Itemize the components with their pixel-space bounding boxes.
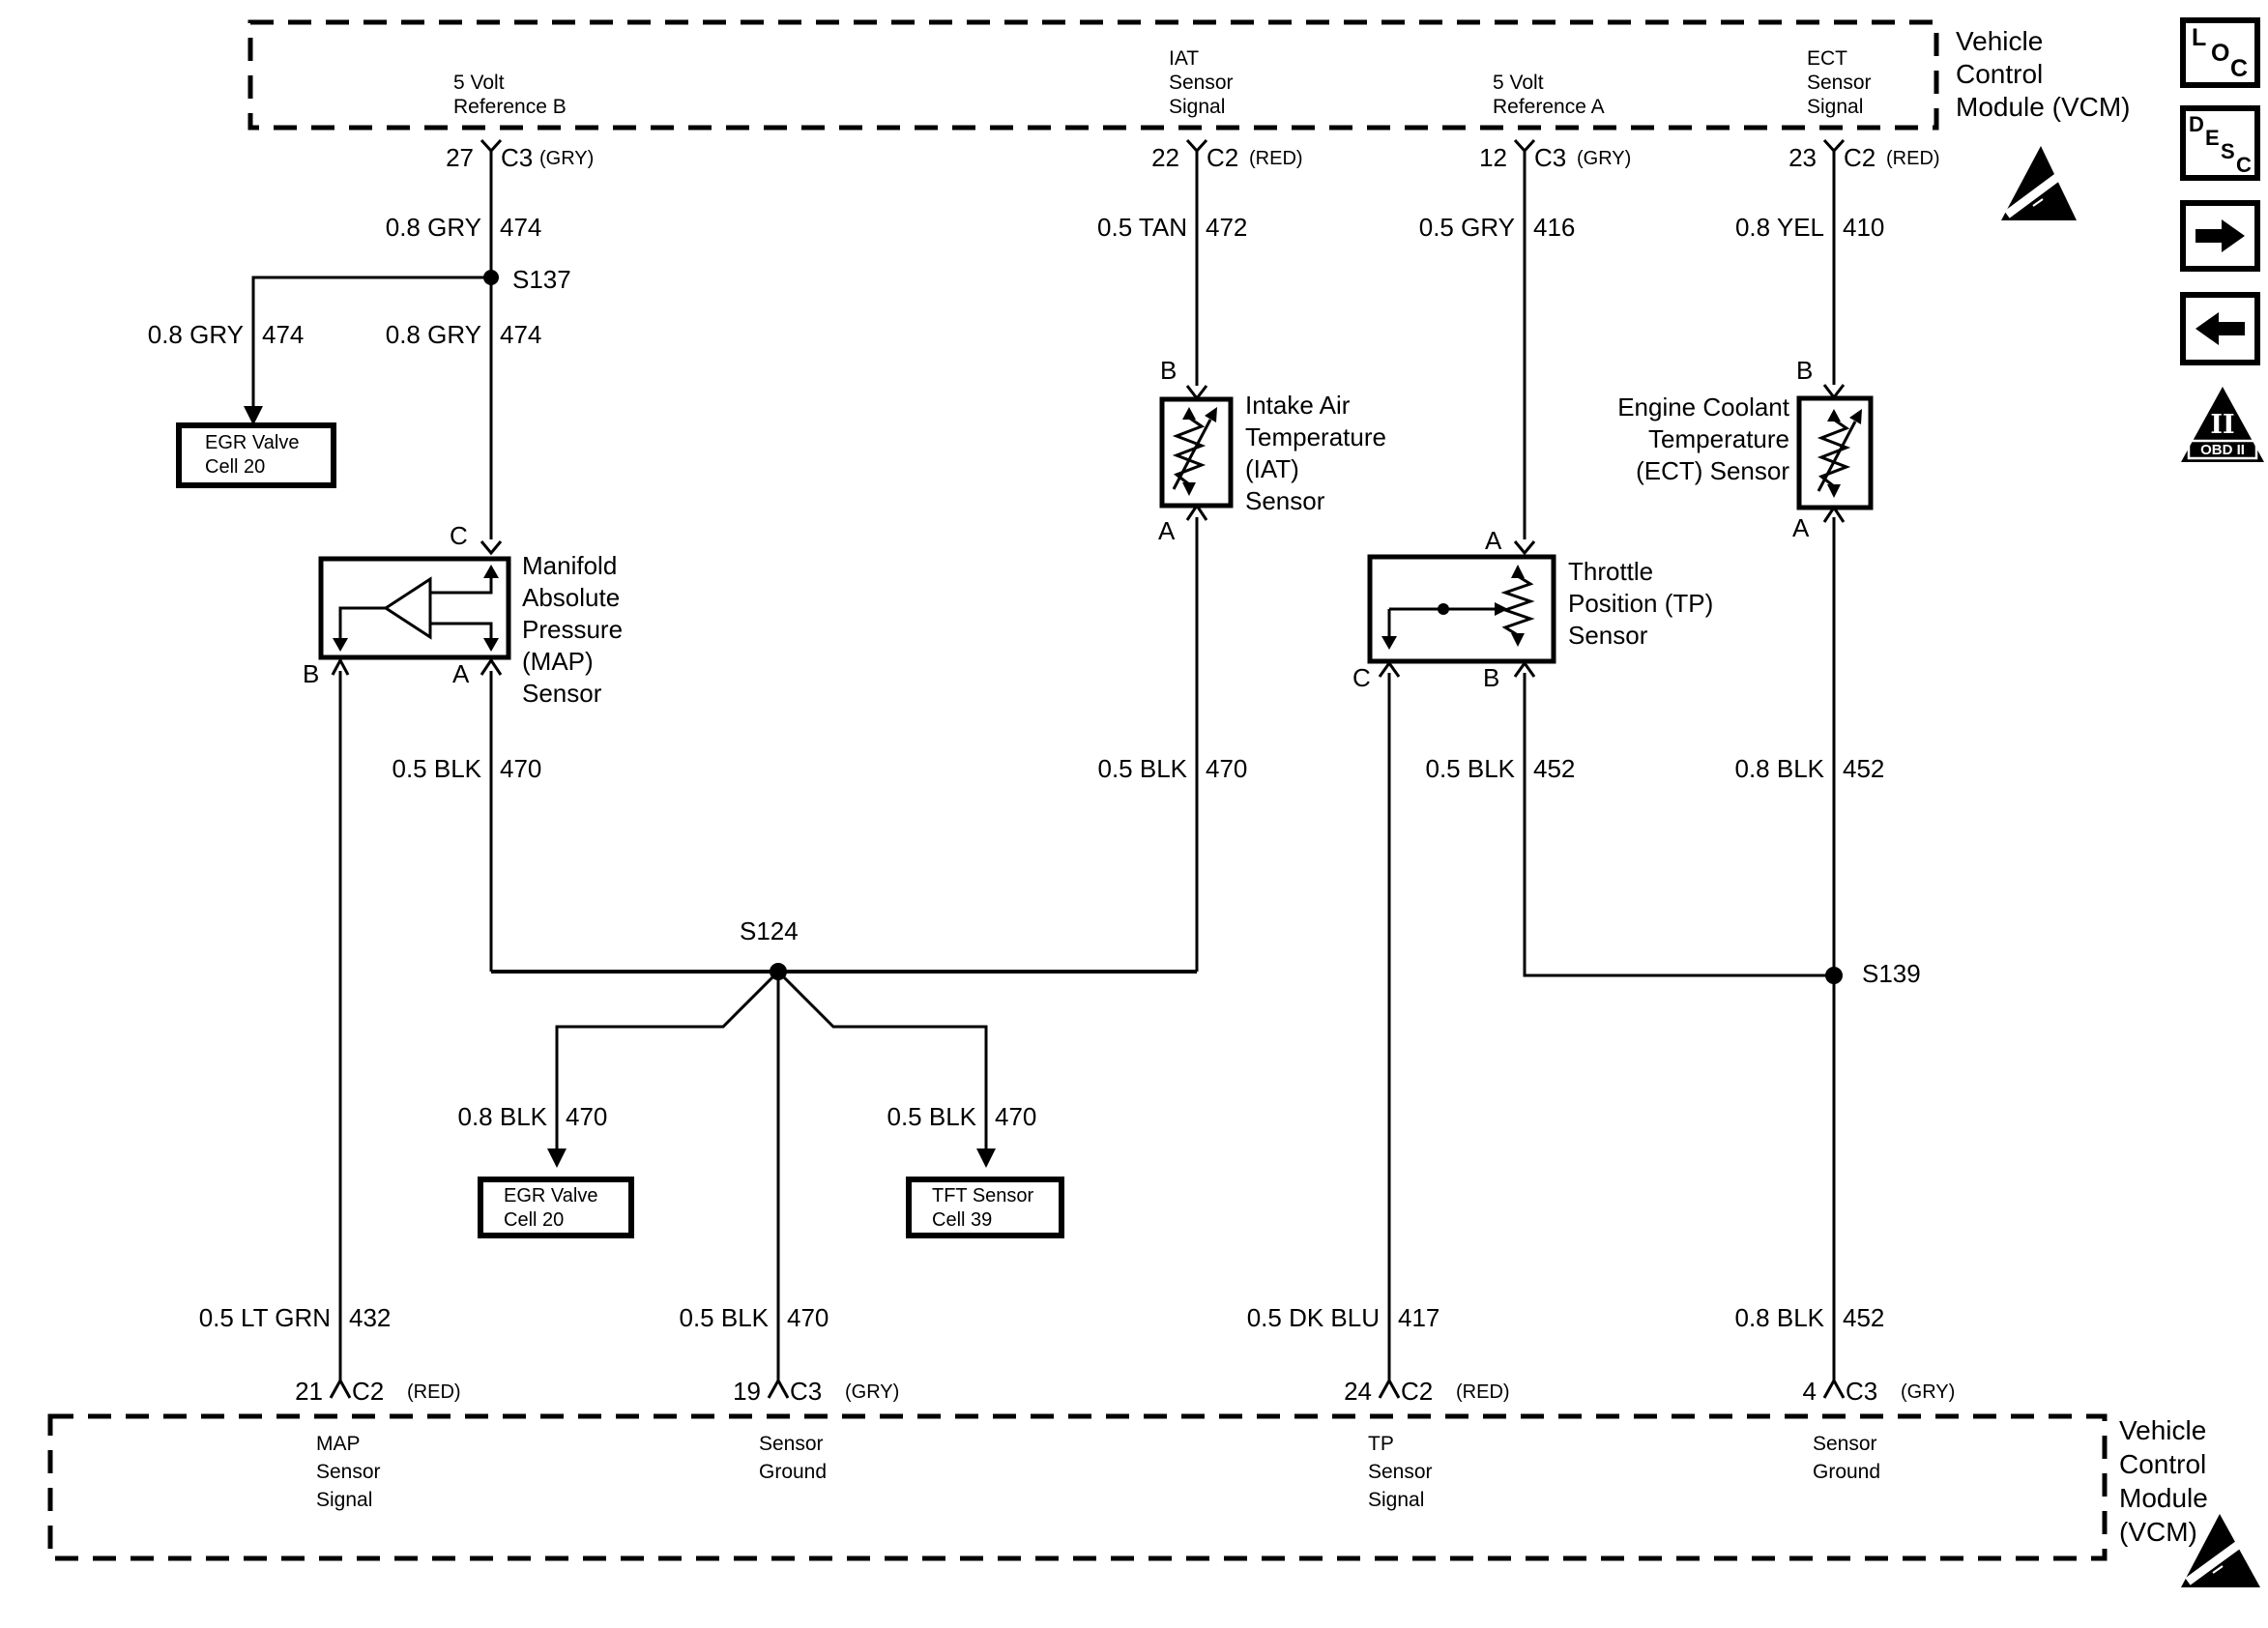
- obd2-numeral: II: [2210, 410, 2235, 440]
- pin-27-connector: C3: [501, 143, 534, 172]
- pin-24-connector: C2: [1401, 1377, 1434, 1406]
- tp-pin-a-label: A: [1485, 526, 1502, 555]
- wire-416-circuit: 416: [1533, 213, 1576, 242]
- signal-ect-line2: Sensor: [1807, 72, 1872, 94]
- signal-tp-line2: Sensor: [1368, 1461, 1433, 1483]
- desc-button-letter-e[interactable]: E: [2205, 126, 2220, 150]
- desc-button-letter-c[interactable]: C: [2236, 153, 2252, 177]
- pin-12-connector-color: (GRY): [1577, 148, 1632, 169]
- egr-bottom-cell-line2: Cell 20: [504, 1209, 565, 1231]
- pin-19-connector-color: (GRY): [845, 1381, 900, 1403]
- wire-410-gauge: 0.8 YEL: [1734, 213, 1824, 242]
- map-pin-a-label: A: [452, 659, 470, 688]
- wire-452-gnd-gauge: 0.8 BLK: [1734, 1303, 1824, 1332]
- vcm-bottom-title-line1: Vehicle: [2119, 1415, 2207, 1445]
- iat-name-line1: Intake Air: [1245, 391, 1351, 420]
- signal-gnd1-line1: Sensor: [759, 1433, 824, 1455]
- wire-474-top-gauge: 0.8 GRY: [385, 213, 481, 242]
- map-name-line3: Pressure: [522, 615, 624, 644]
- pin-23-connector: C2: [1844, 143, 1876, 172]
- iat-name-line2: Temperature: [1245, 422, 1386, 451]
- signal-ref-b-line2: Reference B: [453, 96, 567, 118]
- pin-27-number: 27: [446, 143, 474, 172]
- wire-470-map-circuit: 470: [500, 754, 542, 783]
- pin-19-number: 19: [733, 1377, 761, 1406]
- loc-button-letter-l[interactable]: L: [2192, 24, 2207, 51]
- splice-s137-label: S137: [512, 265, 571, 294]
- wire-470-iat-circuit: 470: [1206, 754, 1248, 783]
- map-name-line5: Sensor: [522, 679, 602, 708]
- pin-4-connector: C3: [1846, 1377, 1878, 1406]
- pin-24-connector-color: (RED): [1456, 1381, 1510, 1403]
- iat-pin-a-label: A: [1158, 516, 1176, 545]
- egr-top-cell-line2: Cell 20: [205, 456, 266, 478]
- vcm-bottom-title-line3: Module: [2119, 1483, 2208, 1513]
- ect-name-line2: Temperature: [1648, 424, 1789, 453]
- wire-452-ect-gauge: 0.8 BLK: [1734, 754, 1824, 783]
- obd2-label: OBD II: [2200, 442, 2245, 458]
- signal-iat-line1: IAT: [1169, 47, 1200, 70]
- wire-470-egr-gauge: 0.8 BLK: [457, 1102, 547, 1131]
- pin-4-number: 4: [1802, 1377, 1817, 1406]
- wire-470-gnd-gauge: 0.5 BLK: [679, 1303, 769, 1332]
- wire-470-egr-circuit: 470: [566, 1102, 608, 1131]
- wire-417-circuit: 417: [1398, 1303, 1440, 1332]
- egr-top-cell-line1: EGR Valve: [205, 432, 300, 453]
- vcm-top-title-line2: Control: [1956, 59, 2044, 89]
- wire-470-tft-gauge: 0.5 BLK: [887, 1102, 976, 1131]
- ect-pin-b-label: B: [1796, 356, 1814, 385]
- wire-452-tp-gauge: 0.5 BLK: [1425, 754, 1515, 783]
- wire-417-gauge: 0.5 DK BLU: [1246, 1303, 1380, 1332]
- tp-name-line2: Position (TP): [1568, 589, 1714, 618]
- pin-22-number: 22: [1151, 143, 1179, 172]
- signal-ect-line1: ECT: [1807, 47, 1847, 70]
- pin-4-connector-color: (GRY): [1901, 1381, 1956, 1403]
- map-pin-b-label: B: [303, 659, 320, 688]
- tft-cell-line1: TFT Sensor: [932, 1185, 1034, 1206]
- vcm-top-title-line1: Vehicle: [1956, 26, 2044, 56]
- splice-s124-label: S124: [740, 916, 799, 945]
- signal-ect-line3: Signal: [1807, 96, 1864, 118]
- wire-470-map-gauge: 0.5 BLK: [392, 754, 481, 783]
- signal-map-line2: Sensor: [316, 1461, 381, 1483]
- map-name-line2: Absolute: [522, 583, 621, 612]
- iat-name-line4: Sensor: [1245, 486, 1325, 515]
- pin-19-connector: C3: [790, 1377, 823, 1406]
- loc-button-letter-c[interactable]: C: [2230, 55, 2249, 82]
- signal-ref-a-line2: Reference A: [1493, 96, 1605, 118]
- egr-bottom-cell-line1: EGR Valve: [504, 1185, 598, 1206]
- pin-22-connector: C2: [1207, 143, 1239, 172]
- tp-pin-b-label: B: [1483, 663, 1500, 692]
- pin-22-connector-color: (RED): [1249, 148, 1303, 169]
- tp-name-line3: Sensor: [1568, 621, 1648, 650]
- pin-21-connector-color: (RED): [407, 1381, 461, 1403]
- ect-pin-a-label: A: [1792, 513, 1810, 542]
- signal-iat-line3: Signal: [1169, 96, 1226, 118]
- wire-474-main-gauge: 0.8 GRY: [385, 320, 481, 349]
- signal-tp-line1: TP: [1368, 1433, 1394, 1455]
- pin-12-number: 12: [1479, 143, 1507, 172]
- wire-410-circuit: 410: [1843, 213, 1885, 242]
- signal-map-line1: MAP: [316, 1433, 361, 1455]
- signal-gnd2-line2: Ground: [1813, 1461, 1881, 1483]
- signal-iat-line2: Sensor: [1169, 72, 1234, 94]
- wire-432-gauge: 0.5 LT GRN: [198, 1303, 331, 1332]
- wire-474-branch-circuit: 474: [262, 320, 305, 349]
- pin-12-connector: C3: [1534, 143, 1567, 172]
- wire-474-main-circuit: 474: [500, 320, 542, 349]
- pin-27-connector-color: (GRY): [539, 148, 595, 169]
- wire-470-tft-circuit: 470: [995, 1102, 1037, 1131]
- pin-23-connector-color: (RED): [1886, 148, 1940, 169]
- signal-gnd1-line2: Ground: [759, 1461, 828, 1483]
- wire-470-iat-gauge: 0.5 BLK: [1097, 754, 1187, 783]
- wire-472-circuit: 472: [1206, 213, 1248, 242]
- wire-474-branch-gauge: 0.8 GRY: [147, 320, 244, 349]
- desc-button-letter-s[interactable]: S: [2221, 139, 2235, 163]
- pin-21-number: 21: [295, 1377, 323, 1406]
- pin-24-number: 24: [1344, 1377, 1372, 1406]
- desc-button-letter-d[interactable]: D: [2189, 112, 2204, 136]
- iat-pin-b-label: B: [1160, 356, 1178, 385]
- wire-416-gauge: 0.5 GRY: [1418, 213, 1515, 242]
- ect-name-line1: Engine Coolant: [1617, 392, 1789, 422]
- tp-pin-c-label: C: [1352, 663, 1371, 692]
- map-name-line1: Manifold: [522, 551, 618, 580]
- wire-474-top-circuit: 474: [500, 213, 542, 242]
- loc-button-letter-o[interactable]: O: [2211, 40, 2230, 67]
- map-name-line4: (MAP): [522, 647, 594, 676]
- ect-name-line3: (ECT) Sensor: [1636, 456, 1789, 485]
- vcm-top-title-line3: Module (VCM): [1956, 92, 2131, 122]
- tp-name-line1: Throttle: [1568, 557, 1654, 586]
- vcm-bottom-title-line2: Control: [2119, 1449, 2207, 1479]
- iat-name-line3: (IAT): [1245, 454, 1299, 483]
- pin-23-number: 23: [1788, 143, 1817, 172]
- wire-452-ect-circuit: 452: [1843, 754, 1885, 783]
- signal-ref-a-line1: 5 Volt: [1493, 72, 1544, 94]
- vcm-bottom-title-line4: (VCM): [2119, 1517, 2197, 1547]
- signal-tp-line3: Signal: [1368, 1489, 1425, 1511]
- splice-s139-label: S139: [1862, 959, 1921, 988]
- wire-432-circuit: 432: [349, 1303, 392, 1332]
- wire-472-gauge: 0.5 TAN: [1097, 213, 1187, 242]
- signal-gnd2-line1: Sensor: [1813, 1433, 1877, 1455]
- wire-452-gnd-circuit: 452: [1843, 1303, 1885, 1332]
- pin-21-connector: C2: [352, 1377, 385, 1406]
- wire-470-gnd-circuit: 470: [787, 1303, 829, 1332]
- signal-map-line3: Signal: [316, 1489, 373, 1511]
- signal-ref-b-line1: 5 Volt: [453, 72, 505, 94]
- wire-452-tp-circuit: 452: [1533, 754, 1576, 783]
- tft-cell-line2: Cell 39: [932, 1209, 993, 1231]
- map-pin-c-label: C: [450, 521, 468, 550]
